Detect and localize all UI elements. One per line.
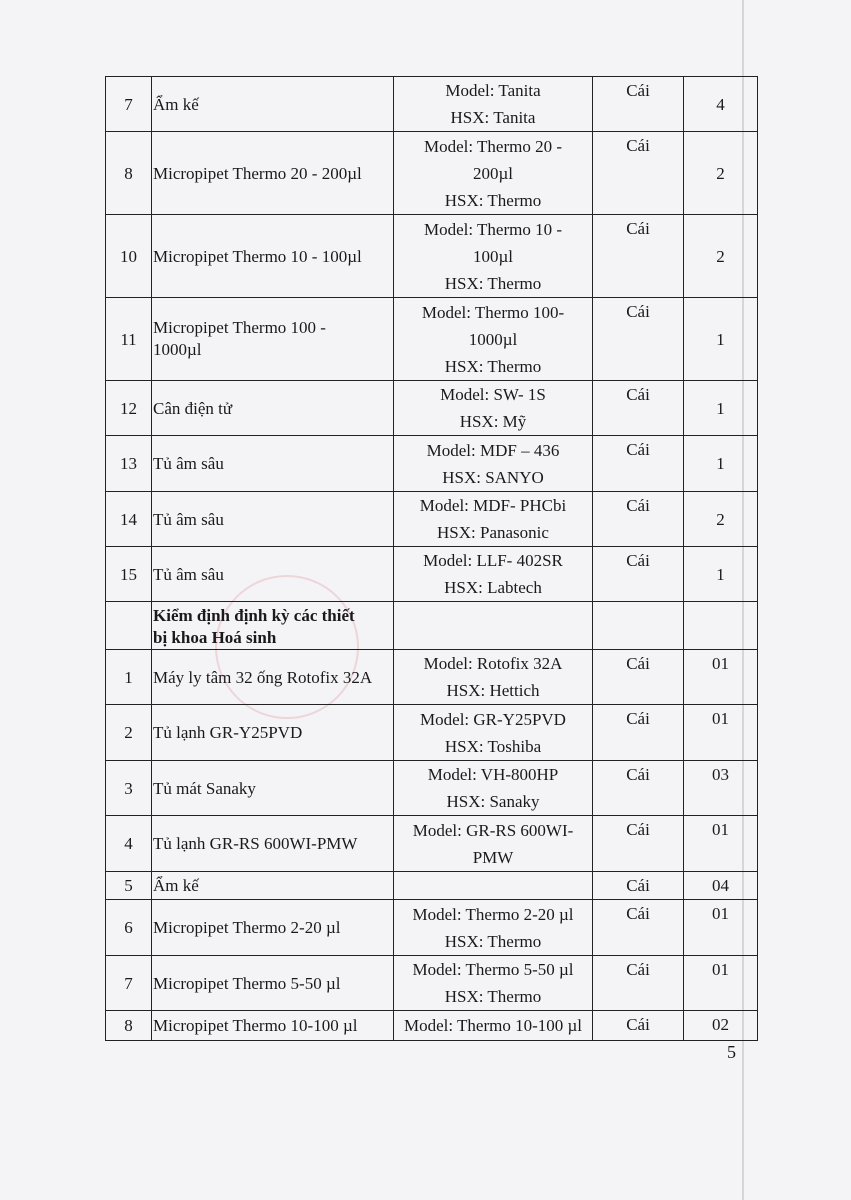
quantity-cell: 2: [684, 132, 758, 215]
row-number: 5: [106, 872, 152, 900]
quantity-cell: 01: [684, 956, 758, 1011]
table-row: [106, 215, 758, 298]
quantity-cell: 1: [684, 547, 758, 602]
unit-cell: Cái: [593, 547, 684, 602]
table-row: [106, 492, 758, 547]
row-number: 3: [106, 761, 152, 816]
quantity-cell: 2: [684, 215, 758, 298]
manufacturer-text: HSX: Panasonic: [437, 523, 549, 542]
manufacturer-text: HSX: Thermo: [444, 356, 542, 376]
table-row: [106, 705, 758, 761]
equipment-name-line2: 1000µl: [153, 340, 202, 359]
equipment-name: Micropipet Thermo 20 - 200µl: [152, 132, 394, 215]
row-number: 15: [106, 547, 152, 602]
row-number: 7: [106, 77, 152, 132]
equipment-name: Micropipet Thermo 5-50 µl: [152, 956, 394, 1011]
unit-cell: Cái: [593, 650, 684, 705]
unit-cell: Cái: [593, 900, 684, 956]
unit-cell: Cái: [593, 705, 684, 761]
manufacturer-text: HSX: Toshiba: [444, 736, 542, 756]
model-text: Model: Thermo 2-20 µl: [412, 904, 574, 924]
table-row: [106, 816, 758, 872]
manufacturer-text: HSX: Labtech: [444, 578, 542, 597]
model-text: Model: SW- 1S: [440, 385, 546, 404]
model-cell: [394, 215, 593, 298]
row-number: 4: [106, 816, 152, 872]
row-number: 10: [106, 215, 152, 298]
unit-cell: Cái: [593, 761, 684, 816]
equipment-name: Tủ âm sâu: [152, 436, 394, 492]
model-cell: [394, 956, 593, 1011]
section-header-row: [106, 602, 758, 650]
row-number: 1: [106, 650, 152, 705]
model-cell: [394, 705, 593, 761]
model-text: Model: LLF- 402SR: [423, 551, 563, 570]
unit-cell: [593, 602, 684, 650]
quantity-cell: 2: [684, 492, 758, 547]
unit-cell: Cái: [593, 298, 684, 381]
unit-cell: Cái: [593, 956, 684, 1011]
model-text-cont: 1000µl: [468, 329, 518, 349]
equipment-name: Tủ lạnh GR-Y25PVD: [152, 705, 394, 761]
model-text-cont: 200µl: [472, 163, 514, 183]
table-row: [106, 900, 758, 956]
model-text: Model: MDF- PHCbi: [419, 496, 567, 515]
table-row: [106, 381, 758, 436]
equipment-name: Cân điện tử: [152, 381, 394, 436]
model-text: Model: Thermo 10-100 µl: [403, 1016, 583, 1035]
equipment-name: [152, 298, 394, 381]
model-cell: [394, 77, 593, 132]
quantity-cell: 04: [684, 872, 758, 900]
unit-cell: Cái: [593, 132, 684, 215]
quantity-cell: 1: [684, 436, 758, 492]
equipment-name: Ẩm kế: [152, 872, 394, 900]
row-number: 6: [106, 900, 152, 956]
model-cell: [394, 492, 593, 547]
model-text-cont: 100µl: [472, 246, 514, 266]
quantity-cell: [684, 602, 758, 650]
model-text: Model: Rotofix 32A: [423, 654, 563, 673]
section-title-line1: Kiểm định định kỳ các thiết: [153, 605, 355, 625]
table-row: [106, 956, 758, 1011]
unit-cell: Cái: [593, 77, 684, 132]
table-row: [106, 547, 758, 602]
model-cell: [394, 816, 593, 872]
manufacturer-text: HSX: Thermo: [444, 987, 542, 1006]
model-cell: [394, 547, 593, 602]
manufacturer-text: HSX: Sanaky: [446, 792, 540, 811]
model-cell: [394, 602, 593, 650]
model-text: Model: MDF – 436: [426, 440, 560, 460]
table-row: [106, 436, 758, 492]
model-text-cont: PMW: [472, 847, 514, 867]
unit-cell: Cái: [593, 215, 684, 298]
row-number: 8: [106, 132, 152, 215]
unit-cell: Cái: [593, 436, 684, 492]
equipment-name: Tủ âm sâu: [152, 492, 394, 547]
equipment-name: Ẩm kế: [152, 77, 394, 132]
unit-cell: Cái: [593, 381, 684, 436]
model-cell: [394, 132, 593, 215]
row-number: 2: [106, 705, 152, 761]
table-row: [106, 872, 758, 900]
manufacturer-text: HSX: Thermo: [444, 190, 542, 210]
section-title: [152, 602, 394, 650]
equipment-name: Máy ly tâm 32 ống Rotofix 32A: [152, 650, 394, 705]
model-cell: [394, 872, 593, 900]
table-row: [106, 298, 758, 381]
unit-cell: Cái: [593, 872, 684, 900]
unit-cell: Cái: [593, 816, 684, 872]
table-row: [106, 132, 758, 215]
row-number: 8: [106, 1011, 152, 1041]
quantity-cell: 01: [684, 816, 758, 872]
table-row: [106, 761, 758, 816]
model-cell: [394, 650, 593, 705]
equipment-name: Micropipet Thermo 10 - 100µl: [152, 215, 394, 298]
model-cell: [394, 900, 593, 956]
model-cell: [394, 381, 593, 436]
equipment-name: Micropipet Thermo 2-20 µl: [152, 900, 394, 956]
model-text: Model: GR-RS 600WI-: [412, 820, 574, 840]
equipment-name: Tủ mát Sanaky: [152, 761, 394, 816]
table-row: [106, 77, 758, 132]
row-number: 14: [106, 492, 152, 547]
manufacturer-text: HSX: Hettich: [446, 681, 540, 700]
equipment-name: Tủ lạnh GR-RS 600WI-PMW: [152, 816, 394, 872]
model-text: Model: Thermo 20 -: [423, 136, 563, 156]
model-cell: [394, 761, 593, 816]
row-number: 13: [106, 436, 152, 492]
model-text: Model: Tanita: [445, 81, 541, 100]
model-text: Model: Thermo 10 -: [423, 219, 563, 239]
manufacturer-text: HSX: SANYO: [442, 467, 544, 487]
table-row: [106, 1011, 758, 1041]
unit-cell: Cái: [593, 1011, 684, 1041]
model-text: Model: Thermo 5-50 µl: [412, 960, 574, 979]
row-number: [106, 602, 152, 650]
quantity-cell: 4: [684, 77, 758, 132]
table-row: [106, 650, 758, 705]
row-number: 11: [106, 298, 152, 381]
model-text: Model: GR-Y25PVD: [420, 709, 566, 729]
quantity-cell: 02: [684, 1011, 758, 1041]
manufacturer-text: HSX: Thermo: [444, 273, 542, 293]
equipment-name-line1: Micropipet Thermo 100 -: [153, 318, 326, 337]
quantity-cell: 1: [684, 298, 758, 381]
manufacturer-text: HSX: Tanita: [450, 108, 536, 127]
model-text: Model: Thermo 100-: [421, 302, 565, 322]
section-title-line2: bị khoa Hoá sinh: [153, 627, 277, 647]
quantity-cell: 1: [684, 381, 758, 436]
model-cell: [394, 1011, 593, 1041]
manufacturer-text: HSX: Thermo: [444, 931, 542, 951]
row-number: 12: [106, 381, 152, 436]
equipment-name: Micropipet Thermo 10-100 µl: [152, 1011, 394, 1041]
model-cell: [394, 436, 593, 492]
equipment-name: Tủ âm sâu: [152, 547, 394, 602]
quantity-cell: 01: [684, 650, 758, 705]
manufacturer-text: HSX: Mỹ: [459, 412, 527, 431]
model-cell: [394, 298, 593, 381]
model-text: Model: VH-800HP: [427, 765, 559, 784]
quantity-cell: 01: [684, 705, 758, 761]
row-number: 7: [106, 956, 152, 1011]
quantity-cell: 03: [684, 761, 758, 816]
page-number: 5: [727, 1042, 736, 1062]
quantity-cell: 01: [684, 900, 758, 956]
unit-cell: Cái: [593, 492, 684, 547]
equipment-table: [105, 76, 758, 1041]
